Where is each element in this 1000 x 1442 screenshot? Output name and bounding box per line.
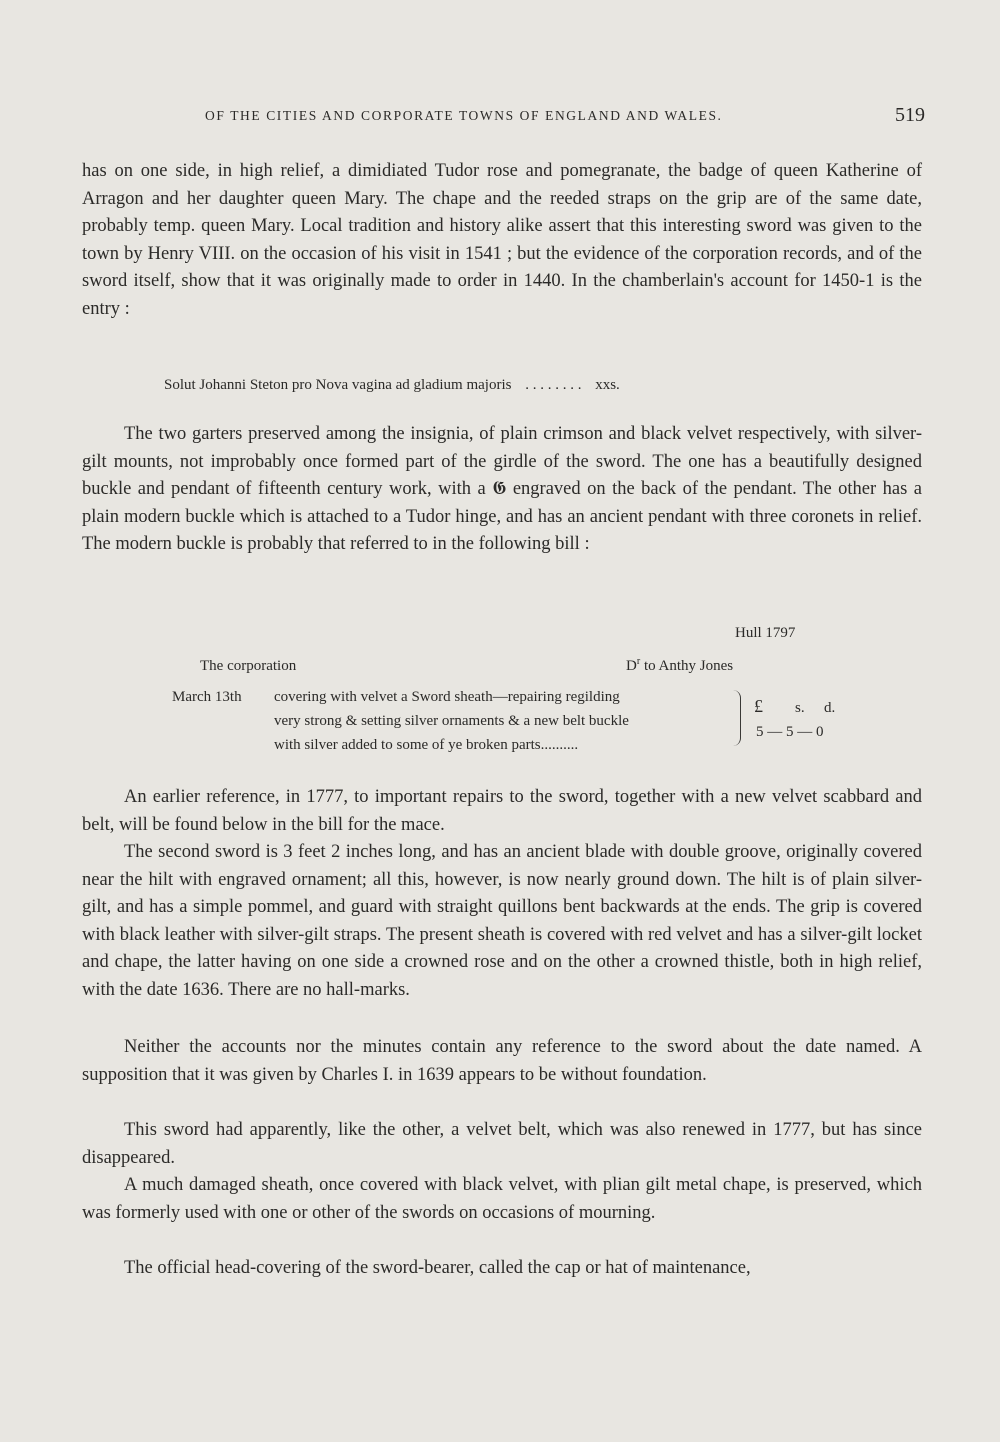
bill-place-date: Hull 1797 [735,625,796,641]
bill-line-2: very strong & setting silver ornaments & a new belt buckle [274,713,629,729]
paragraph-sheath: A much damaged sheath, once covered with black velvet, with plian gilt metal chape, is preserved, which was formerly used with one or other of the swords on occasions of mourning. [82,1175,922,1223]
latin-entry-leaders: . . . . . . . . [525,377,582,393]
paragraph-earlier-reference: An earlier reference, in 1777, to important repairs to the sword, together with a new velvet scabbard and belt, will be found below in the bill for the mace. [82,787,922,835]
paragraph-second-sword: The second sword is 3 feet 2 inches long, and has an ancient blade with double groove, originally covered near the hilt with engraved ornament; all this, however, is now nearly ground down. The hilt is of plain silver-gilt, and has a simple pommel, and guard with straight quillons bent backwards at the ends. The grip is covered with black leather with silver-gilt straps. The present sheath is covered with red velvet and has a silver-gilt locket and chape, the latter having on one side a crowned rose and on the other a crowned thistle, both in high relief, with the date 1636. There are no hall-marks. [82,842,922,1000]
paragraph-garters: The two garters preserved among the insignia, of plain crimson and black velvet respectively, with silver-gilt mounts, not improbably once formed part of the girdle of the sword. The one has a beautifully designed buckle and pendant of fifteenth century work, with a 𝕲 engraved on the back of the pendant. The other has a plain modern buckle which is attached to a Tudor hinge, and has an ancient pendant with three coronets in relief. The modern buckle is probably that referred to in the following bill : [82,424,922,555]
paragraph-accounts: Neither the accounts nor the minutes contain any reference to the sword about the date named. A supposition that it was given by Charles I. in 1639 appears to be without foundation. [82,1037,922,1085]
paragraph-sword-origin: has on one side, in high relief, a dimidiated Tudor rose and pomegranate, the badge of queen Katherine of Arragon and her daughter queen Mary. The chape and the reeded straps on the grip are of the same date, probably temp. queen Mary. Local tradition and history alike assert that this interesting sword was given to the town by Henry VIII. on the occasion of his visit in 1541 ; but the evidence of the corporation records, and of the sword itself, show that it was originally made to order in 1440. In the chamberlain's account for 1450-1 is the entry : [82,161,922,319]
bill-party-right-prefix: D [626,658,637,674]
bill-party-right [626,656,733,675]
bill-line-3: with silver added to some of ye broken parts.......... [274,737,579,753]
bill-party-right-sup: r [636,656,641,667]
bill-date: March 13th [172,689,242,705]
running-title: OF THE CITIES AND CORPORATE TOWNS OF ENGLAND AND WALES. [205,108,723,123]
bill-currency-shillings: s. [795,700,805,716]
latin-entry-amount: xxs. [595,377,620,393]
bill-amount: 5 — 5 — 0 [756,724,824,740]
paragraph-head-covering: The official head-covering of the sword-bearer, called the cap or hat of maintenance, [124,1258,751,1278]
bill-currency-pounds: £ [754,696,763,716]
bill-party-right-name: to Anthy Jones [643,658,734,674]
bill-line-1: covering with velvet a Sword sheath—repairing regilding [274,689,620,705]
latin-entry-text: Solut Johanni Steton pro Nova vagina ad gladium majoris [164,377,512,393]
bill-brace [732,690,741,746]
bill-currency-pence: d. [824,700,836,716]
page-number: 519 [895,104,925,126]
paragraph-velvet-belt: This sword had apparently, like the other, a velvet belt, which was also renewed in 1777, but has since disappeared. [82,1120,922,1168]
bill-party-left: The corporation [200,658,297,674]
